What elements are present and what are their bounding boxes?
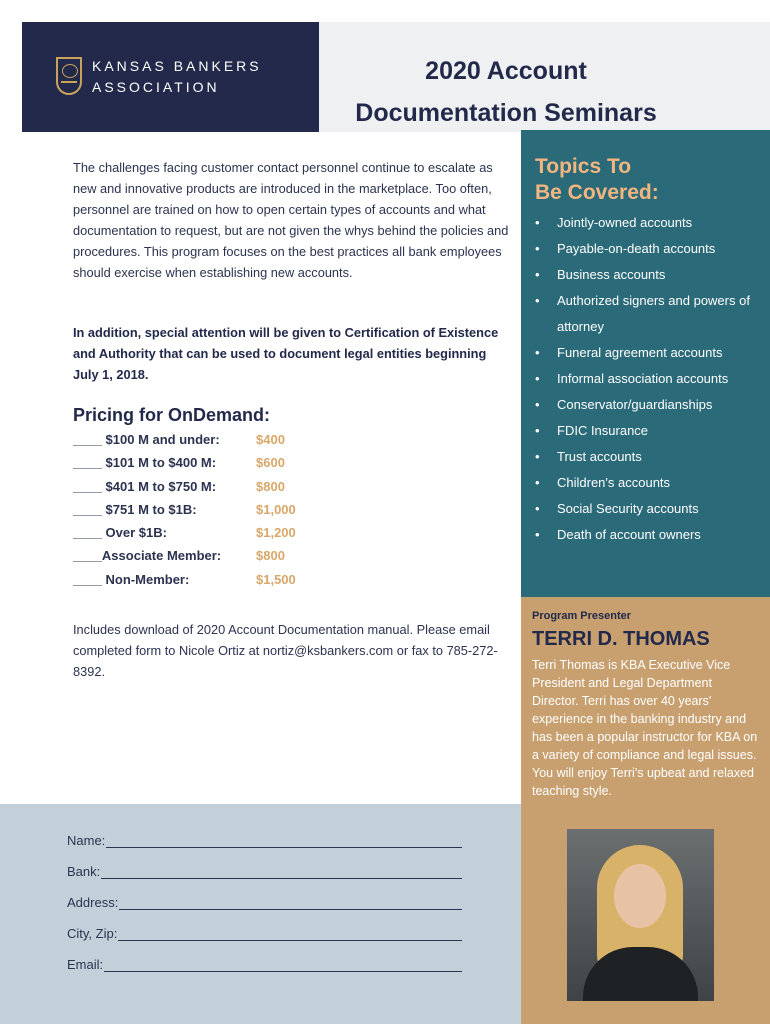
list-item: • Authorized signers and powers of attorney — [535, 288, 763, 340]
price-amount: $1,000 — [256, 502, 296, 517]
topics-list — [535, 210, 763, 548]
city-zip-line[interactable] — [118, 926, 462, 941]
price-label: ____Associate Member: — [73, 548, 222, 563]
price-label: ____ Non-Member: — [73, 572, 190, 587]
price-row — [73, 525, 333, 547]
list-item: • Jointly-owned accounts — [535, 210, 763, 236]
email-label: Email: — [67, 957, 104, 972]
city-zip-field[interactable] — [67, 926, 462, 941]
includes-paragraph: Includes download of 2020 Account Documentation manual. Please email completed form to Nicole Ortiz at nortiz@ksbankers.com or fax to 785-272-8392. — [73, 622, 498, 679]
list-item: • Death of account owners — [535, 522, 763, 548]
topics-title — [535, 154, 659, 206]
name-line[interactable] — [106, 833, 462, 848]
kba-logo-icon — [56, 57, 82, 95]
presenter-label: Program Presenter — [532, 610, 632, 622]
price-amount: $800 — [256, 548, 285, 563]
price-row — [73, 548, 333, 570]
price-row — [73, 455, 333, 477]
list-item: • Business accounts — [535, 262, 763, 288]
bank-field[interactable] — [67, 864, 462, 879]
intro-paragraph: The challenges facing customer contact personnel continue to escalate as new and innovative products are introduced in the marketplace. Too often, personnel are trained on how to open certain types of accounts and what documentation to request, but are not given the whys behind the policies and procedures. This program focuses on the best practices all bank employees should exercise when establishing new accounts. — [73, 160, 509, 280]
list-item: • Informal association accounts — [535, 366, 763, 392]
email-line[interactable] — [104, 957, 462, 972]
price-amount: $800 — [256, 479, 285, 494]
list-item: • FDIC Insurance — [535, 418, 763, 444]
price-amount: $400 — [256, 432, 285, 447]
bank-label: Bank: — [67, 864, 101, 879]
logo-text-line1: KANSAS BANKERS — [92, 58, 262, 74]
presenter-photo — [567, 829, 714, 1001]
list-item: • Social Security accounts — [535, 496, 763, 522]
price-row — [73, 502, 333, 524]
price-amount: $1,200 — [256, 525, 296, 540]
email-field[interactable] — [67, 957, 462, 972]
presenter-bio: Terri Thomas is KBA Executive Vice President and Legal Department Director. Terri has over 40 years' experience in the banking industry and has been a popular instructor for KBA on a variety of compliance and legal issues. You will enjoy Terri's upbeat and relaxed teaching style. — [532, 658, 758, 798]
price-row — [73, 572, 333, 594]
name-label: Name: — [67, 833, 106, 848]
price-label: ____ $401 M to $750 M: — [73, 479, 217, 494]
price-row — [73, 479, 333, 501]
price-amount: $1,500 — [256, 572, 296, 587]
price-label: ____ $100 M and under: — [73, 432, 220, 447]
address-line[interactable] — [119, 895, 462, 910]
list-item: • Conservator/guardianships — [535, 392, 763, 418]
price-row — [73, 432, 333, 454]
title-line2: Documentation Seminars — [355, 99, 657, 127]
bank-line[interactable] — [101, 864, 462, 879]
price-label: ____ $751 M to $1B: — [73, 502, 197, 517]
price-label: ____ Over $1B: — [73, 525, 167, 540]
page-title — [340, 50, 672, 134]
logo-text-line2: ASSOCIATION — [92, 79, 220, 95]
address-field[interactable] — [67, 895, 462, 910]
list-item: • Funeral agreement accounts — [535, 340, 763, 366]
price-label: ____ $101 M to $400 M: — [73, 455, 217, 470]
price-amount: $600 — [256, 455, 285, 470]
list-item: • Children's accounts — [535, 470, 763, 496]
photo-face — [614, 864, 666, 928]
city-zip-label: City, Zip: — [67, 926, 118, 941]
list-item: • Payable-on-death accounts — [535, 236, 763, 262]
name-field[interactable] — [67, 833, 462, 848]
list-item: • Trust accounts — [535, 444, 763, 470]
topics-title-line2: Be Covered: — [535, 181, 659, 204]
title-line1: 2020 Account — [425, 57, 587, 85]
presenter-name: TERRI D. THOMAS — [532, 628, 710, 650]
address-label: Address: — [67, 895, 119, 910]
topics-title-line1: Topics To — [535, 155, 632, 178]
emphasis-paragraph: In addition, special attention will be given to Certification of Existence and Authority that can be used to document legal entities beginning July 1, 2018. — [73, 325, 499, 382]
pricing-title: Pricing for OnDemand: — [73, 405, 271, 425]
